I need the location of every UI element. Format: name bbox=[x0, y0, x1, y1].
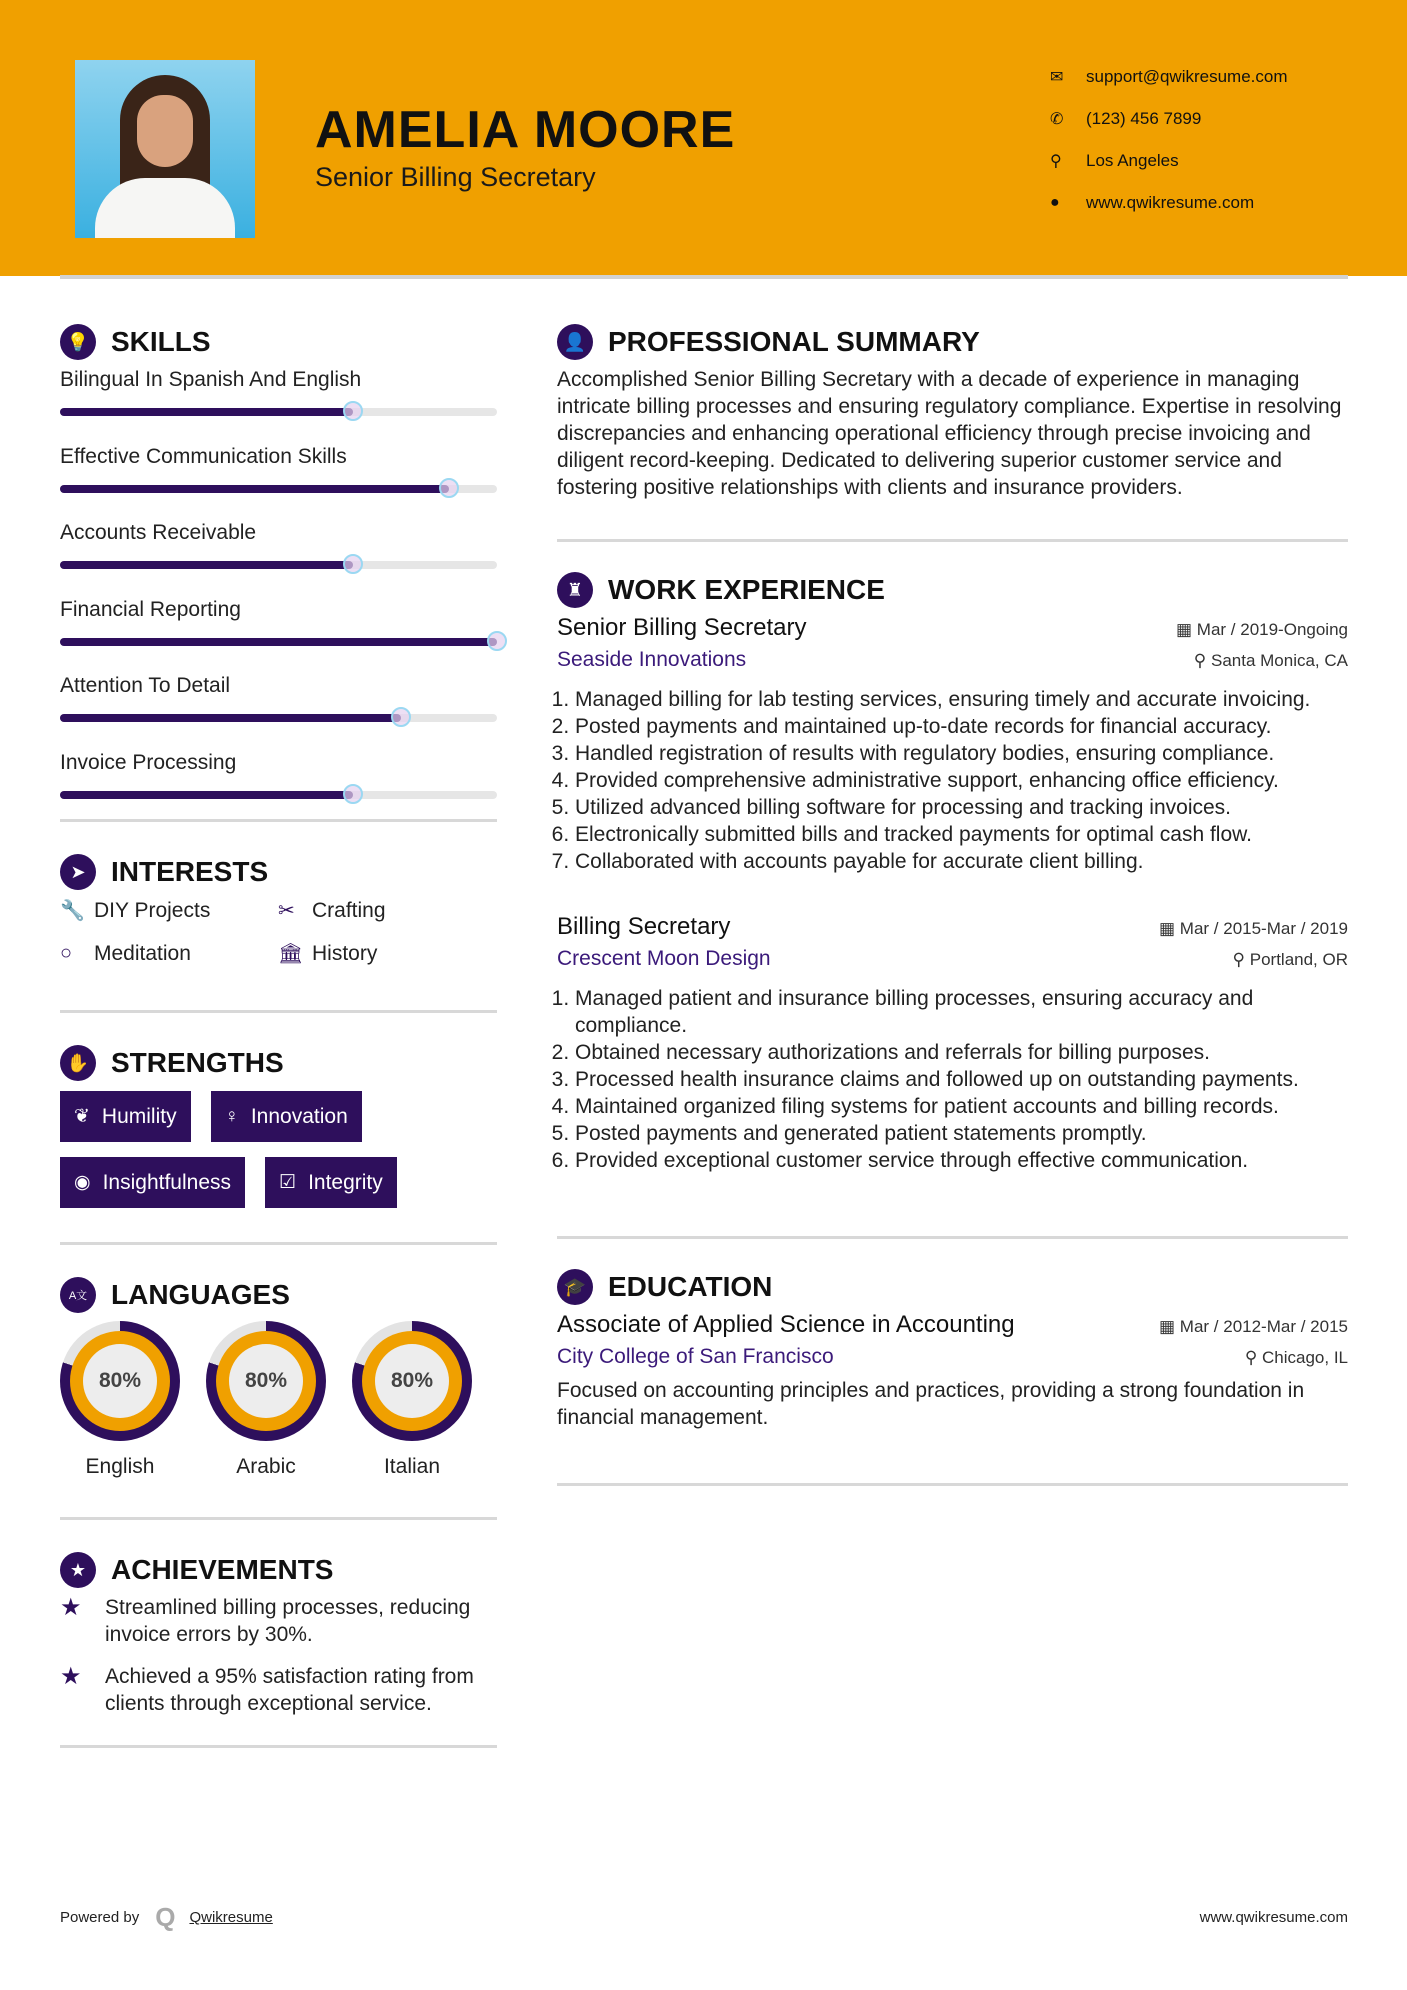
location-text: Santa Monica, CA bbox=[1210, 651, 1348, 670]
star-icon: ★ bbox=[60, 1552, 96, 1588]
left-column bbox=[60, 322, 497, 1748]
skill-bar bbox=[60, 714, 497, 722]
section-title: SKILLS bbox=[111, 326, 211, 357]
hand-icon: ✋ bbox=[60, 1045, 96, 1081]
user-icon: 👤 bbox=[557, 324, 593, 360]
languages-list bbox=[60, 1321, 497, 1479]
circle-icon: ○ bbox=[60, 942, 73, 964]
section-title: LANGUAGES bbox=[111, 1279, 290, 1310]
job-bullet: 4. Maintained organized filing systems for patient accounts and billing records. bbox=[575, 1093, 1348, 1120]
achievement-text: Achieved a 95% satisfaction rating from clients through exceptional service. bbox=[105, 1665, 474, 1715]
section-title: EDUCATION bbox=[608, 1271, 773, 1302]
skill-bar-knob bbox=[391, 707, 411, 727]
skill-item bbox=[60, 519, 497, 596]
job-entry bbox=[557, 614, 1348, 875]
skill-bar-knob bbox=[487, 631, 507, 651]
interest-label: DIY Projects bbox=[94, 898, 211, 922]
contact-text: Los Angeles bbox=[1086, 151, 1179, 170]
job-bullet: 7. Collaborated with accounts payable for accurate client billing. bbox=[575, 848, 1348, 875]
education-heading bbox=[557, 1267, 1348, 1307]
skill-bar-knob bbox=[343, 784, 363, 804]
section-title: INTERESTS bbox=[111, 856, 269, 887]
company-name: Seaside Innovations bbox=[557, 648, 747, 671]
degree: Associate of Applied Science in Accounting bbox=[557, 1311, 1015, 1338]
job-location bbox=[1233, 950, 1348, 970]
section-title: ACHIEVEMENTS bbox=[111, 1554, 334, 1585]
divider bbox=[60, 1242, 497, 1245]
education-dates bbox=[1159, 1317, 1348, 1337]
shooting-star-icon: ★ bbox=[60, 1594, 82, 1621]
interests-heading bbox=[60, 852, 497, 892]
job-bullet: 1. Managed patient and insurance billing processes, ensuring accuracy and compliance. bbox=[575, 985, 1348, 1039]
education-location bbox=[1245, 1348, 1348, 1368]
skill-label: Invoice Processing bbox=[60, 750, 237, 774]
interest-item bbox=[278, 941, 478, 966]
strength-label: Insightfulness bbox=[102, 1170, 232, 1194]
calendar-icon: ▦ bbox=[1176, 620, 1197, 639]
strength-tag bbox=[211, 1091, 362, 1142]
strength-tag bbox=[265, 1157, 397, 1208]
map-pin-icon: ⚲ bbox=[1050, 153, 1062, 170]
section-title: PROFESSIONAL SUMMARY bbox=[608, 326, 980, 357]
phone-icon: ✆ bbox=[1050, 111, 1064, 128]
pin-icon: ⚲ bbox=[1232, 950, 1250, 969]
footer bbox=[60, 1902, 1348, 1933]
job-entry bbox=[557, 913, 1348, 1174]
calendar-icon: ▦ bbox=[1159, 1317, 1180, 1336]
skill-bar bbox=[60, 485, 497, 493]
job-bullet: 3. Processed health insurance claims and followed up on outstanding payments. bbox=[575, 1066, 1348, 1093]
language-item bbox=[206, 1321, 326, 1479]
header-divider bbox=[60, 275, 1348, 279]
section-title: STRENGTHS bbox=[111, 1047, 284, 1078]
language-percent: 80% bbox=[229, 1344, 303, 1418]
interest-item bbox=[60, 898, 278, 923]
envelope-icon: ✉ bbox=[1050, 69, 1064, 86]
scissors-icon: ✂ bbox=[278, 900, 295, 922]
museum-icon: 🏛 bbox=[278, 943, 304, 965]
job-dates bbox=[1159, 919, 1348, 939]
experience-heading bbox=[557, 570, 1348, 610]
contact-text: (123) 456 7899 bbox=[1086, 109, 1202, 128]
skill-item bbox=[60, 596, 497, 673]
interest-item bbox=[278, 898, 478, 923]
profile-photo bbox=[75, 60, 255, 238]
contact-text: support@qwikresume.com bbox=[1086, 67, 1288, 86]
section-title: WORK EXPERIENCE bbox=[608, 574, 885, 605]
company-name: Crescent Moon Design bbox=[557, 947, 771, 970]
divider bbox=[60, 1010, 497, 1013]
achievement-item bbox=[60, 1663, 497, 1717]
school: City College of San Francisco bbox=[557, 1345, 834, 1368]
strength-label: Humility bbox=[101, 1104, 177, 1128]
candidate-name: AMELIA MOORE bbox=[315, 101, 736, 159]
contact-email[interactable] bbox=[1050, 56, 1288, 98]
contact-list bbox=[1050, 56, 1288, 224]
skill-item bbox=[60, 749, 497, 826]
right-column bbox=[557, 322, 1348, 1486]
job-bullet: 2. Posted payments and maintained up-to-date records for financial accuracy. bbox=[575, 713, 1348, 740]
wrench-icon: 🔧 bbox=[60, 900, 85, 922]
language-name: English bbox=[85, 1455, 155, 1478]
achievement-text: Streamlined billing processes, reducing invoice errors by 30%. bbox=[105, 1596, 471, 1646]
divider bbox=[557, 539, 1348, 542]
job-bullets bbox=[557, 686, 1348, 875]
language-donut bbox=[206, 1321, 326, 1441]
dates-text: Mar / 2015-Mar / 2019 bbox=[1179, 919, 1348, 938]
job-bullet: 1. Managed billing for lab testing services, ensuring timely and accurate invoicing. bbox=[575, 686, 1348, 713]
education-header bbox=[557, 1311, 1348, 1339]
eye-icon: ◉ bbox=[74, 1172, 91, 1193]
language-donut bbox=[352, 1321, 472, 1441]
skill-label: Financial Reporting bbox=[60, 597, 241, 621]
interest-label: History bbox=[312, 941, 378, 965]
dates-text: Mar / 2012-Mar / 2015 bbox=[1179, 1317, 1348, 1336]
skills-list bbox=[60, 366, 497, 825]
skill-bar-fill bbox=[60, 791, 353, 799]
skill-bar-knob bbox=[343, 401, 363, 421]
skill-bar bbox=[60, 791, 497, 799]
education-sub bbox=[557, 1345, 1348, 1369]
skill-bar bbox=[60, 561, 497, 569]
paper-plane-icon: ➤ bbox=[60, 854, 96, 890]
skill-label: Bilingual In Spanish And English bbox=[60, 368, 362, 391]
achievements-heading bbox=[60, 1550, 497, 1590]
strengths-list bbox=[60, 1091, 497, 1208]
skill-bar bbox=[60, 408, 497, 416]
pin-icon: ⚲ bbox=[1193, 651, 1211, 670]
contact-text: www.qwikresume.com bbox=[1086, 193, 1255, 212]
language-percent: 80% bbox=[83, 1344, 157, 1418]
skill-bar-fill bbox=[60, 714, 401, 722]
summary-heading bbox=[557, 322, 1348, 362]
jobs-list bbox=[557, 614, 1348, 1174]
candidate-title: Senior Billing Secretary bbox=[315, 162, 596, 192]
interest-label: Crafting bbox=[312, 898, 386, 922]
qwikresume-logo-icon: Q bbox=[155, 1902, 176, 1932]
language-item bbox=[352, 1321, 472, 1479]
calendar-icon: ▦ bbox=[1159, 919, 1180, 938]
job-bullet: 6. Electronically submitted bills and tracked payments for optimal cash flow. bbox=[575, 821, 1348, 848]
interest-label: Meditation bbox=[94, 941, 191, 965]
divider bbox=[60, 1517, 497, 1520]
strength-tag bbox=[60, 1157, 245, 1208]
strength-label: Innovation bbox=[250, 1104, 348, 1128]
job-title: Billing Secretary bbox=[557, 913, 731, 940]
lightbulb-icon: 💡 bbox=[60, 324, 96, 360]
lightbulb-icon: ♀ bbox=[224, 1105, 239, 1127]
skill-label: Accounts Receivable bbox=[60, 521, 257, 544]
divider bbox=[557, 1236, 1348, 1239]
summary-text: Accomplished Senior Billing Secretary with a decade of experience in managing intricate billing processes and ensuring regulatory compliance. Expertise in resolving discrepancies and enhancing operational efficiency through precise invoicing and diligent record-keeping. Dedicated to delivering superior customer service and fostering positive relationships with clients and insurance providers. bbox=[557, 368, 1342, 499]
achievements-list bbox=[60, 1594, 497, 1717]
divider bbox=[557, 1483, 1348, 1486]
job-location bbox=[1194, 651, 1348, 671]
skill-bar-fill bbox=[60, 638, 497, 646]
skill-bar-fill bbox=[60, 561, 353, 569]
language-donut bbox=[60, 1321, 180, 1441]
skill-item bbox=[60, 366, 497, 443]
pin-icon: ⚲ bbox=[1244, 1348, 1262, 1367]
divider bbox=[60, 819, 497, 822]
strength-label: Integrity bbox=[308, 1170, 383, 1194]
skill-label: Attention To Detail bbox=[60, 674, 231, 697]
skills-heading bbox=[60, 322, 497, 362]
skill-bar-knob bbox=[343, 554, 363, 574]
globe-icon: ● bbox=[1050, 194, 1060, 211]
job-bullet: 5. Utilized advanced billing software for processing and tracking invoices. bbox=[575, 794, 1348, 821]
job-bullet: 5. Posted payments and generated patient statements promptly. bbox=[575, 1120, 1348, 1147]
contact-website[interactable] bbox=[1050, 182, 1288, 224]
brand-link[interactable]: Qwikresume bbox=[189, 1909, 273, 1926]
language-item bbox=[60, 1321, 180, 1479]
achievement-item bbox=[60, 1594, 497, 1648]
skill-item bbox=[60, 443, 497, 520]
strength-tag bbox=[60, 1091, 191, 1142]
shooting-star-icon: ★ bbox=[60, 1663, 82, 1690]
skill-item bbox=[60, 672, 497, 749]
language-name: Italian bbox=[383, 1455, 441, 1478]
location-text: Chicago, IL bbox=[1262, 1348, 1348, 1367]
language-name: Arabic bbox=[236, 1455, 296, 1478]
graduate-icon: 🎓 bbox=[557, 1269, 593, 1305]
skill-bar bbox=[60, 638, 497, 646]
check-square-icon: ☑ bbox=[279, 1172, 297, 1193]
interest-item bbox=[60, 941, 278, 966]
contact-phone[interactable] bbox=[1050, 98, 1288, 140]
contact-location bbox=[1050, 140, 1288, 182]
job-bullet: 2. Obtained necessary authorizations and referrals for billing purposes. bbox=[575, 1039, 1348, 1066]
divider bbox=[60, 1745, 497, 1748]
job-bullet: 6. Provided exceptional customer service through effective communication. bbox=[575, 1147, 1348, 1174]
location-text: Portland, OR bbox=[1249, 950, 1348, 969]
education-description: Focused on accounting principles and practices, providing a strong foundation in financial management. bbox=[557, 1379, 1305, 1429]
powered-by-label: Powered by bbox=[60, 1909, 140, 1926]
language-percent: 80% bbox=[375, 1344, 449, 1418]
skill-bar-knob bbox=[439, 478, 459, 498]
job-bullet: 3. Handled registration of results with regulatory bodies, ensuring compliance. bbox=[575, 740, 1348, 767]
job-title: Senior Billing Secretary bbox=[557, 614, 807, 641]
interests-list bbox=[60, 898, 497, 966]
footer-website[interactable]: www.qwikresume.com bbox=[1199, 1909, 1348, 1926]
leaf-icon: ❦ bbox=[74, 1106, 90, 1127]
strengths-heading bbox=[60, 1043, 497, 1083]
skill-bar-fill bbox=[60, 485, 449, 493]
job-bullet: 4. Provided comprehensive administrative support, enhancing office efficiency. bbox=[575, 767, 1348, 794]
translate-icon: A文 bbox=[60, 1277, 96, 1313]
job-bullets bbox=[557, 985, 1348, 1174]
languages-heading bbox=[60, 1275, 497, 1315]
dates-text: Mar / 2019-Ongoing bbox=[1196, 620, 1348, 639]
job-dates bbox=[1176, 620, 1348, 640]
skill-label: Effective Communication Skills bbox=[60, 444, 347, 468]
office-chair-icon: ♜ bbox=[557, 572, 593, 608]
skill-bar-fill bbox=[60, 408, 353, 416]
